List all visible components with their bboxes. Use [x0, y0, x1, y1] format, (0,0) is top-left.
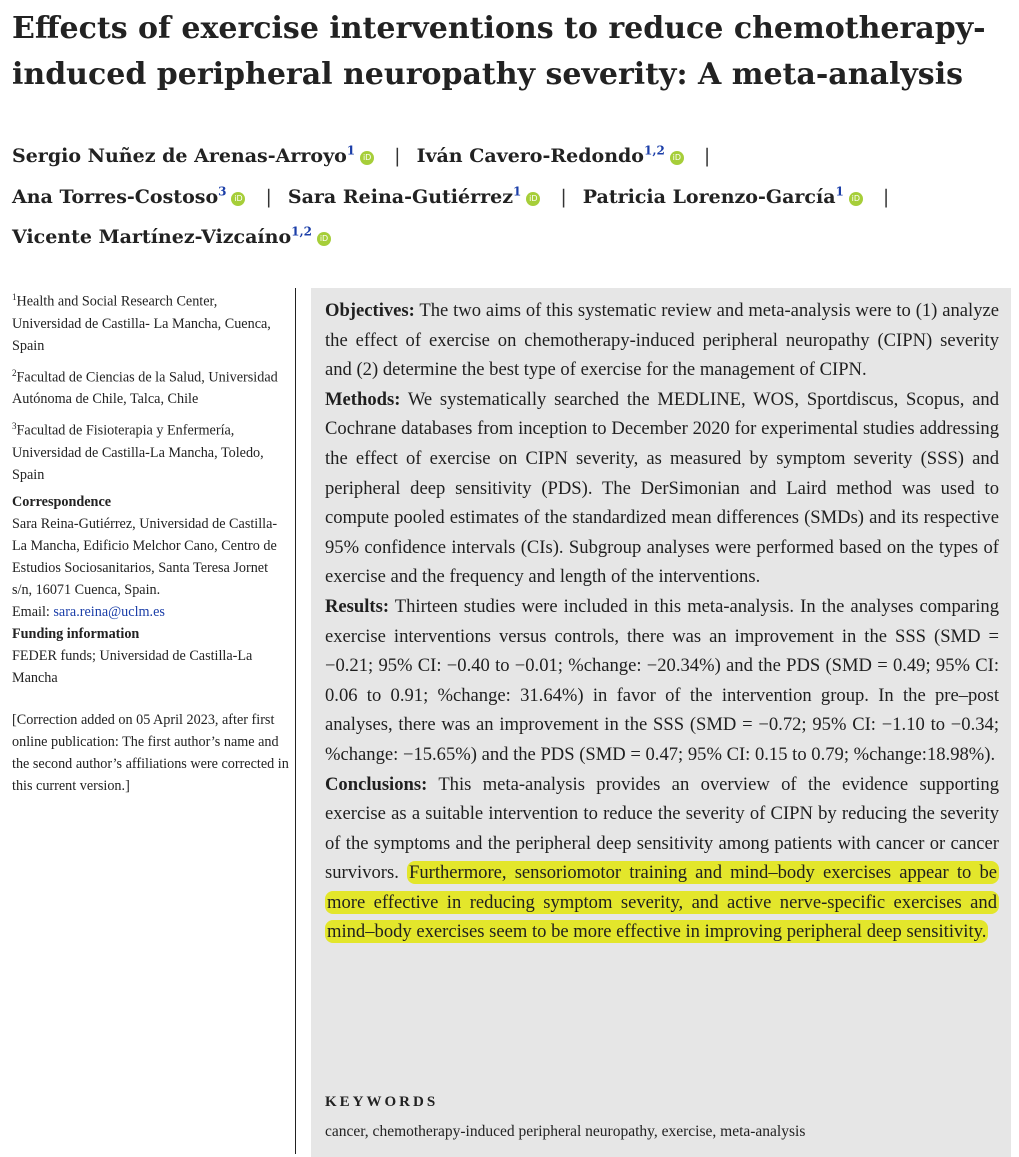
section-label: Conclusions:: [325, 773, 428, 795]
highlighted-text: Furthermore, sensoriomotor training and mind–body exercises appear to be more effective in reducing symptom severity, and active nerve-specific exercises and mind–body exercises seem to be more effective in improving peripheral deep sensitivity.: [327, 862, 997, 943]
correspondence-heading: Correspondence: [12, 494, 112, 511]
email-link[interactable]: sara.reina@uclm.es: [53, 604, 165, 621]
orcid-icon[interactable]: iD: [849, 192, 863, 206]
abstract-box: [311, 288, 1011, 1157]
author-separator: |: [882, 185, 890, 208]
author-name: Iván Cavero-Redondo: [416, 145, 644, 168]
affiliation-marker[interactable]: 3: [218, 184, 227, 199]
abstract-methods: [325, 385, 999, 592]
section-label: Objectives:: [325, 300, 415, 321]
author-name: Vicente Martínez-Vizcaíno: [12, 225, 292, 248]
affiliation: [12, 415, 290, 486]
author-separator: |: [703, 145, 711, 168]
affiliation-text: Health and Social Research Center, Universidad de Castilla- La Mancha, Cuenca, Spain: [12, 293, 271, 354]
keywords-heading: KEYWORDS: [325, 1094, 439, 1110]
section-text: This meta-analysis provides an overview of the evidence supporting exercise as a suitable intervention to reduce the severity of CIPN by reducing the severity of the symptoms and the peripheral deep sensitivity among patients with cancer or cancer survivors.: [325, 773, 999, 884]
affiliation-number: 1: [12, 292, 17, 302]
orcid-icon[interactable]: iD: [317, 232, 331, 246]
author: [12, 145, 374, 167]
abstract-objectives: [325, 296, 999, 385]
article-title: Effects of exercise interventions to reduce chemotherapy-induced peripheral neuropathy severity: A meta-analysis: [12, 11, 986, 92]
affiliation-marker[interactable]: 1,2: [643, 144, 665, 158]
keywords-list: cancer, chemotherapy-induced peripheral neuropathy, exercise, meta-analysis: [325, 1123, 806, 1140]
section-label: Results:: [325, 595, 390, 617]
correspondence-block: [12, 491, 290, 623]
orcid-icon[interactable]: iD: [231, 192, 245, 206]
orcid-icon[interactable]: iD: [526, 192, 540, 206]
email-label: Email:: [12, 604, 54, 621]
orcid-icon[interactable]: iD: [670, 151, 684, 165]
author-separator: |: [265, 185, 272, 208]
column-divider: [295, 288, 296, 1154]
section-text: The two aims of this systematic review and meta-analysis were to (1) analyze the effect of exercise on chemotherapy-induced peripheral neuropathy (CIPN) severity and (2) determine the best type of exercise for the management of CIPN.: [325, 300, 999, 381]
funding-block: [12, 623, 290, 689]
author-separator: |: [394, 145, 401, 168]
affiliation-text: Facultad de Fisioterapia y Enfermería, Universidad de Castilla-La Mancha, Toledo, Spain: [12, 423, 264, 484]
abstract-results: [325, 592, 999, 770]
author-name: Sergio Nuñez de Arenas-Arroyo: [12, 145, 347, 168]
funding-heading: Funding information: [12, 626, 140, 643]
affiliation-marker[interactable]: 1: [513, 184, 522, 199]
affiliation-marker[interactable]: 1: [835, 184, 844, 199]
affiliation-marker[interactable]: 1: [346, 144, 356, 158]
affiliation-marker[interactable]: 1,2: [291, 224, 313, 239]
author: [417, 145, 684, 167]
author: [288, 186, 540, 208]
author-list: [12, 134, 1012, 255]
author: [12, 186, 245, 208]
section-text: We systematically searched the MEDLINE, WOS, Sportdiscus, Scopus, and Cochrane databases from inception to December 2020 for experimental studies addressing the effect of exercise on CIPN severity, as measured by symptom severity (SSS) and peripheral deep sensitivity (PDS). The DerSimonian and Laird method was used to compute pooled estimates of the standardized mean differences (SMDs) and its respective 95% confidence intervals (CIs). Subgroup analyses were performed based on the types of exercise and the frequency and length of the interventions.: [325, 388, 999, 588]
email-line: [12, 601, 290, 623]
section-text: Thirteen studies were included in this meta-analysis. In the analyses comparing exercise interventions versus controls, there was an improvement in the SSS (SMD = −0.21; 95% CI: −0.40 to −0.01; %change: −20.34%) and the PDS (SMD = 0.49; 95% CI: 0.06 to 0.91; %change: 31.64%) in favor of the intervention group. In the pre–post analyses, there was an improvement in the SSS (SMD = −0.72; 95% CI: −1.10 to −0.34; %change: −15.65%) and the PDS (SMD = 0.47; 95% CI: 0.15 to 0.79; %change:18.98%).: [325, 595, 999, 765]
author-name: Sara Reina-Gutiérrez: [287, 185, 513, 208]
funding-text: FEDER funds; Universidad de Castilla-La Mancha: [12, 648, 253, 687]
author-name: Patricia Lorenzo-García: [582, 185, 836, 208]
abstract-text: [325, 296, 999, 947]
affiliation-text: Facultad de Ciencias de la Salud, Universidad Autónoma de Chile, Talca, Chile: [12, 369, 278, 408]
affiliation: [12, 286, 290, 357]
author: [12, 226, 331, 248]
section-label: Methods:: [325, 388, 401, 410]
affiliation-number: 2: [12, 367, 17, 378]
orcid-icon[interactable]: iD: [360, 151, 374, 165]
author-separator: |: [560, 185, 567, 208]
author-name: Ana Torres-Costoso: [12, 185, 219, 208]
affiliation-number: 3: [12, 421, 17, 432]
abstract-conclusions: [325, 770, 999, 948]
affiliation: [12, 362, 290, 411]
correction-note: [Correction added on 05 April 2023, after first online publication: The first author’s name and the second author’s affiliations were corrected in this current version.]: [12, 712, 289, 795]
author: [583, 186, 863, 208]
sidebar-info: [12, 286, 290, 802]
correspondence-text: Sara Reina-Gutiérrez, Universidad de Castilla- La Mancha, Edificio Melchor Cano, Centro de Estudios Sociosanitarios, Santa Teresa Jornet s/n, 16071 Cuenca, Spain.: [12, 516, 278, 599]
